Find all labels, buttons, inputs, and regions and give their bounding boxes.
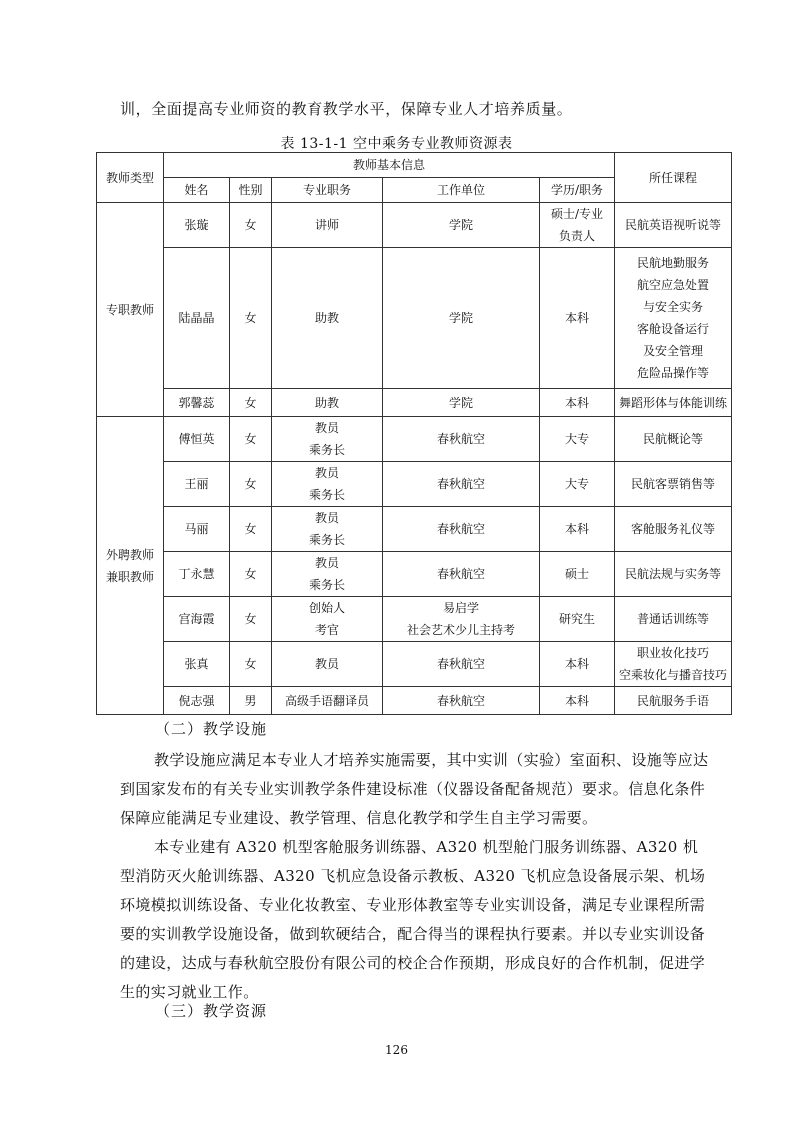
cell-title-line: 教员	[314, 466, 339, 480]
section2-heading: （二）教学设施	[155, 720, 268, 738]
cell-degree-line: 本科	[565, 657, 590, 671]
cell-unit-line: 学院	[448, 395, 473, 410]
cell-unit-line: 社会艺术少儿主持考	[406, 623, 515, 637]
cell-unit	[383, 417, 540, 462]
cell-courses-line: 民航概论等	[643, 432, 704, 446]
cell-unit	[383, 642, 540, 687]
cell-unit	[383, 552, 540, 597]
cell-courses-line: 空乘妆化与播音技巧	[619, 668, 728, 682]
cell-degree	[540, 203, 615, 248]
cell-unit-line: 春秋航空	[436, 432, 485, 446]
cell-gender: 女	[230, 462, 272, 507]
table-row	[97, 389, 732, 417]
table-row	[97, 687, 732, 715]
cell-name: 郭馨蕊	[164, 389, 230, 417]
cell-courses-line: 民航客票销售等	[631, 477, 716, 491]
header-basic-info: 教师基本信息	[164, 153, 615, 178]
cell-title-line: 教员	[314, 657, 339, 671]
header-teacher-type: 教师类型	[97, 153, 164, 203]
cell-unit	[383, 248, 540, 389]
intro-line: 训，全面提高专业师资的教育教学水平，保障专业人才培养质量。	[120, 100, 573, 118]
cell-unit-line: 春秋航空	[436, 657, 485, 671]
cell-degree-line: 本科	[565, 693, 590, 708]
group-fulltime-label: 专职教师	[97, 203, 164, 417]
group-external-label-line: 外聘教师	[105, 547, 154, 562]
cell-courses	[615, 389, 732, 417]
cell-title-line: 助教	[314, 395, 339, 410]
table-row	[97, 203, 732, 248]
cell-degree	[540, 248, 615, 389]
table-row	[97, 552, 732, 597]
cell-title	[272, 642, 383, 687]
cell-title-line: 乘务长	[308, 488, 345, 502]
cell-courses-line: 民航服务手语	[637, 693, 710, 708]
cell-courses	[615, 642, 732, 687]
cell-courses-line: 民航法规与实务等	[625, 567, 722, 581]
header-title: 专业职务	[272, 178, 383, 203]
header-degree: 学历/职务	[540, 178, 615, 203]
cell-name: 宫海霞	[164, 597, 230, 642]
cell-gender: 女	[230, 389, 272, 417]
cell-title	[272, 507, 383, 552]
teacher-resource-table	[96, 152, 732, 715]
cell-name: 王丽	[164, 462, 230, 507]
cell-courses	[615, 417, 732, 462]
cell-degree-line: 硕士	[565, 567, 590, 581]
cell-degree	[540, 552, 615, 597]
section2-paragraph-2: 本专业建有 A320 机型客舱服务训练器、A320 机型舱门服务训练器、A320 机型消防灭火舱训练器、A320 飞机应急设备示教板、A320 飞机应急设备展示架、机场环境模拟训练设备、专业化妆教室、专业形体教室等专业实训设备，满足专业课程所需要的实训教学设施设备，做到软硬结合，配合得当的课程执行要素。并以专业实训设备的建设，达成与春秋航空股份有限公司的校企合作预期，形成良好的合作机制，促进学生的实习就业工作。	[120, 838, 706, 1001]
cell-degree	[540, 642, 615, 687]
cell-unit-line: 春秋航空	[436, 567, 485, 581]
cell-name: 倪志强	[164, 687, 230, 715]
cell-degree-line: 本科	[565, 522, 590, 536]
cell-title-line: 教员	[314, 556, 339, 570]
cell-courses-line: 危险品操作等	[637, 366, 710, 380]
cell-courses-line: 客舱设备运行	[637, 322, 710, 336]
cell-degree-line: 大专	[565, 432, 590, 446]
cell-unit-line: 学院	[448, 218, 473, 232]
cell-degree-line: 本科	[565, 311, 590, 325]
table-row	[97, 597, 732, 642]
cell-degree	[540, 597, 615, 642]
cell-unit	[383, 389, 540, 417]
section3-heading: （三）教学资源	[155, 1002, 268, 1020]
table-row	[97, 417, 732, 462]
cell-title	[272, 687, 383, 715]
cell-gender: 女	[230, 552, 272, 597]
cell-title	[272, 203, 383, 248]
table-row	[97, 462, 732, 507]
cell-degree-line: 本科	[565, 395, 590, 410]
cell-unit-line: 易启学	[442, 601, 479, 615]
cell-unit	[383, 507, 540, 552]
cell-courses	[615, 203, 732, 248]
cell-unit-line: 学院	[448, 311, 473, 325]
cell-unit	[383, 687, 540, 715]
cell-gender: 女	[230, 642, 272, 687]
cell-title-line: 创始人	[308, 601, 345, 615]
table-row	[97, 642, 732, 687]
cell-courses-line: 与安全实务	[643, 300, 704, 314]
cell-courses-line: 航空应急处置	[637, 278, 710, 292]
cell-degree	[540, 687, 615, 715]
section2-paragraph-1: 教学设施应满足本专业人才培养实施需要，其中实训（实验）室面积、设施等应达到国家发布的有关专业实训教学条件建设标准（仪器设备配备规范）要求。信息化条件保障应能满足专业建设、教学管理、信息化教学和学生自主学习需要。	[120, 751, 709, 827]
cell-courses-line: 普通话训练等	[637, 612, 710, 626]
cell-title-line: 乘务长	[308, 443, 345, 457]
cell-title	[272, 417, 383, 462]
cell-courses	[615, 687, 732, 715]
page-number: 126	[385, 1043, 408, 1057]
cell-gender: 女	[230, 597, 272, 642]
cell-courses	[615, 552, 732, 597]
header-unit: 工作单位	[383, 178, 540, 203]
group-external-label	[97, 417, 164, 715]
cell-title	[272, 552, 383, 597]
cell-unit	[383, 462, 540, 507]
cell-title-line: 高级手语翻译员	[284, 693, 369, 708]
cell-name: 张璇	[164, 203, 230, 248]
cell-title-line: 乘务长	[308, 533, 345, 547]
cell-unit-line: 春秋航空	[436, 693, 485, 708]
cell-gender: 男	[230, 687, 272, 715]
cell-name: 傅恒英	[164, 417, 230, 462]
cell-name: 陆晶晶	[164, 248, 230, 389]
header-name: 姓名	[164, 178, 230, 203]
cell-title-line: 考官	[314, 623, 339, 637]
cell-courses	[615, 248, 732, 389]
group-external-label-line: 兼职教师	[105, 569, 154, 584]
cell-courses-line: 舞蹈形体与体能训练	[619, 395, 728, 410]
header-courses: 所任课程	[615, 153, 732, 203]
cell-gender: 女	[230, 507, 272, 552]
cell-unit-line: 春秋航空	[436, 477, 485, 491]
cell-courses	[615, 597, 732, 642]
cell-degree-line: 负责人	[559, 229, 596, 243]
cell-gender: 女	[230, 417, 272, 462]
cell-title-line: 乘务长	[308, 578, 345, 592]
cell-name: 马丽	[164, 507, 230, 552]
cell-courses-line: 职业妆化技巧	[637, 646, 710, 660]
table-caption: 表 13-1-1 空中乘务专业教师资源表	[280, 136, 513, 152]
cell-courses-line: 及安全管理	[643, 344, 704, 358]
cell-gender: 女	[230, 203, 272, 248]
cell-unit-line: 春秋航空	[436, 522, 485, 536]
cell-title	[272, 462, 383, 507]
cell-gender: 女	[230, 248, 272, 389]
cell-name: 丁永慧	[164, 552, 230, 597]
cell-degree	[540, 462, 615, 507]
cell-degree	[540, 507, 615, 552]
cell-title-line: 教员	[314, 421, 339, 435]
cell-name: 张真	[164, 642, 230, 687]
cell-unit	[383, 597, 540, 642]
cell-degree	[540, 389, 615, 417]
cell-courses-line: 民航地勤服务	[637, 256, 710, 270]
cell-courses	[615, 462, 732, 507]
cell-title	[272, 248, 383, 389]
cell-courses-line: 民航英语视听说等	[625, 218, 722, 232]
cell-courses	[615, 507, 732, 552]
cell-title-line: 助教	[314, 311, 339, 325]
cell-title	[272, 389, 383, 417]
cell-title	[272, 597, 383, 642]
cell-degree-line: 研究生	[559, 612, 596, 626]
cell-degree-line: 大专	[565, 477, 590, 491]
cell-degree-line: 硕士/专业	[551, 207, 604, 221]
table-row	[97, 248, 732, 389]
table-row	[97, 507, 732, 552]
cell-title-line: 讲师	[314, 218, 339, 232]
cell-courses-line: 客舱服务礼仪等	[631, 522, 716, 536]
cell-title-line: 教员	[314, 511, 339, 525]
cell-unit	[383, 203, 540, 248]
cell-degree	[540, 417, 615, 462]
header-gender: 性别	[230, 178, 272, 203]
